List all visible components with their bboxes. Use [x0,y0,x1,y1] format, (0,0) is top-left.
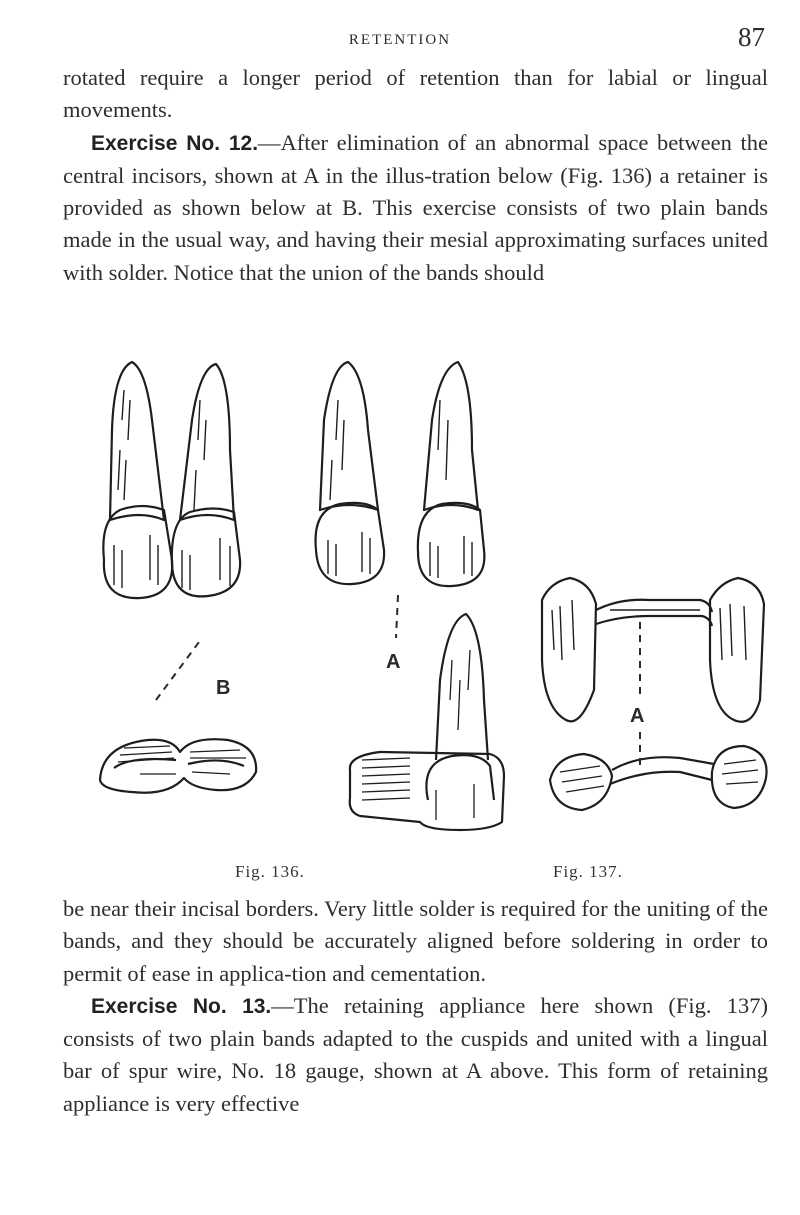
paragraph-continuation: rotated require a longer period of retention than for labial or lingual movements. [63,65,768,123]
fig137-bands-drawing [550,746,767,810]
exercise-13-body: —The retaining appliance here shown (Fig. 137) consists of two plain bands adapted to the cuspids and united with a lingual bar of spur wire, No. 18 gauge, shown at A above. This form of retaining appliance is very effective [63,992,768,1116]
figure-drawing [80,360,770,860]
fig136-b-incisors-drawing [103,362,240,598]
exercise-12-heading: Exercise No. 12. [91,131,259,155]
fig136-b-bands-drawing [100,739,256,793]
paragraph-exercise-12 [63,127,768,289]
exercise-12-body: —After elimination of an abnormal space between the central incisors, shown at A in the illus-tration below (Fig. 136) a retainer is provided as shown below at B. This exercise consists of two plain bands made in the usual way, and having their mesial approximating surfaces united with solder. Notice that the union of the bands should [63,129,768,285]
page-number: 87 [738,22,765,52]
figure-illustrations [80,360,770,860]
paragraph-exercise-13 [63,990,768,1120]
fig137-cuspids-drawing [542,578,764,722]
running-title: RETENTION [348,32,452,48]
fig136-a-band-drawing [350,614,504,830]
fig136-caption: Fig. 136. [235,862,305,881]
fig136-label-b: B [216,677,231,699]
text-block-top [63,62,768,289]
fig137-caption: Fig. 137. [553,862,623,881]
paragraph-continuation-2: be near their incisal borders. Very little solder is required for the uniting of the bands, and they should be accurately aligned before soldering in order to permit of ease in applica-tion and cementation. [63,896,768,986]
exercise-13-heading: Exercise No. 13. [91,994,272,1018]
fig136-a-incisors-drawing [316,362,485,586]
fig137-label-a: A [630,705,645,727]
running-head [0,22,800,58]
text-block-bottom [63,893,768,1120]
fig136-label-a: A [386,651,401,673]
